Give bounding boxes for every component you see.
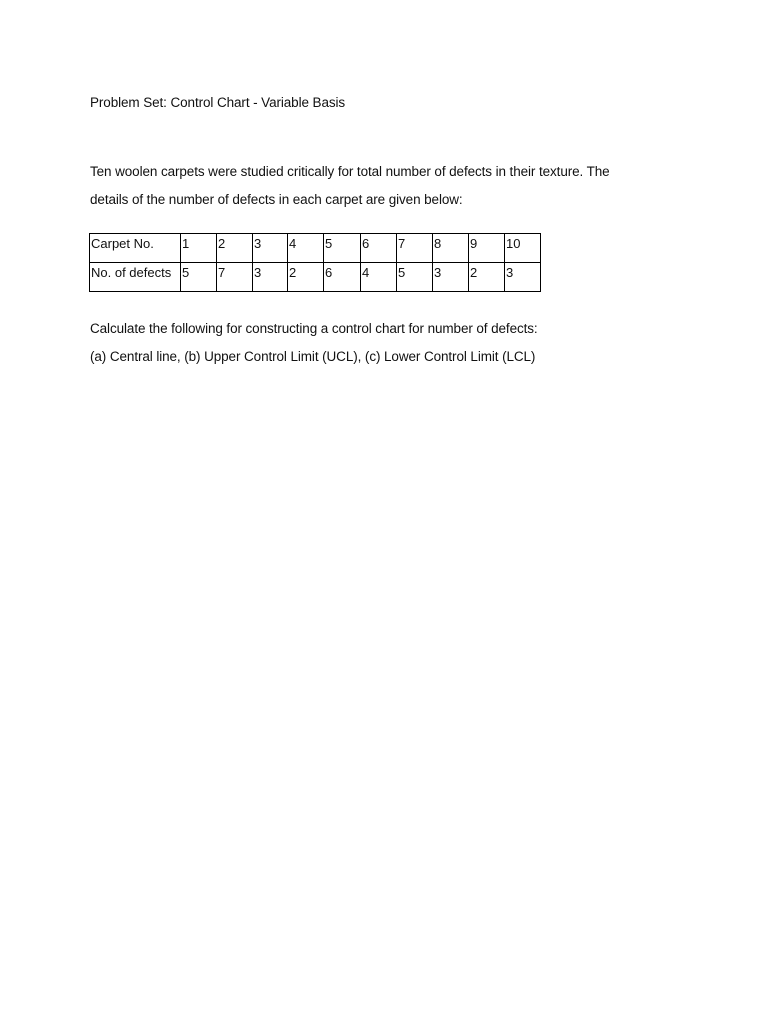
table-cell: 4: [288, 234, 324, 263]
table-cell: 5: [181, 263, 217, 292]
intro-paragraph-line-1: Ten woolen carpets were studied critically for total number of defects in their texture. The: [90, 164, 610, 179]
table-cell: 8: [433, 234, 469, 263]
calculation-instruction: Calculate the following for constructing a control chart for number of defects:: [90, 321, 538, 336]
table-row-defects: [90, 263, 541, 292]
table-row-carpet-no: [90, 234, 541, 263]
table-cell: 3: [505, 263, 541, 292]
defects-table: [89, 233, 541, 292]
intro-paragraph-line-2: details of the number of defects in each carpet are given below:: [90, 192, 463, 207]
table-cell: 7: [217, 263, 253, 292]
table-cell: 5: [324, 234, 361, 263]
table-cell: 2: [288, 263, 324, 292]
calculation-items: (a) Central line, (b) Upper Control Limit (UCL), (c) Lower Control Limit (LCL): [90, 349, 536, 364]
table-cell: 2: [217, 234, 253, 263]
table-cell: 3: [433, 263, 469, 292]
table-cell: 5: [397, 263, 433, 292]
table-cell: 2: [469, 263, 505, 292]
row-header-carpet-no: Carpet No.: [90, 234, 181, 263]
table-cell: 3: [253, 234, 288, 263]
table-cell: 9: [469, 234, 505, 263]
row-header-defects: No. of defects: [90, 263, 181, 292]
document-title: Problem Set: Control Chart - Variable Basis: [90, 95, 346, 110]
table-cell: 6: [361, 234, 397, 263]
table-cell: 1: [181, 234, 217, 263]
table-cell: 7: [397, 234, 433, 263]
table-cell: 10: [505, 234, 541, 263]
table-cell: 4: [361, 263, 397, 292]
table-cell: 3: [253, 263, 288, 292]
table-cell: 6: [324, 263, 361, 292]
